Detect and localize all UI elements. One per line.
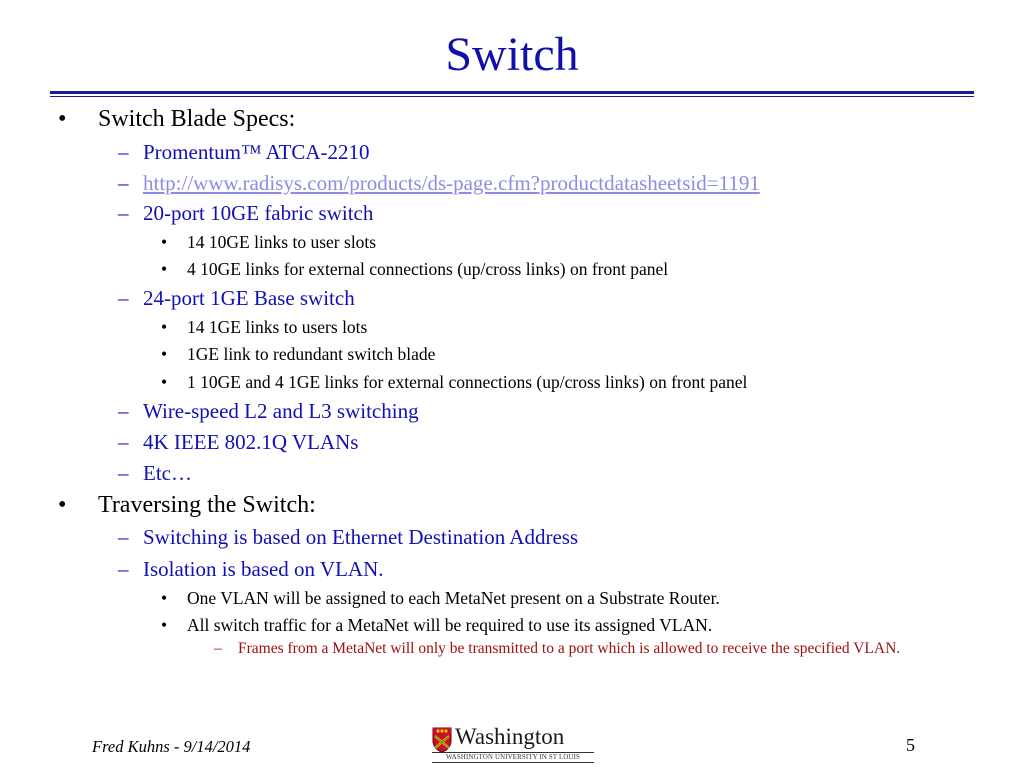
logo-divider xyxy=(432,762,594,763)
bullet-text: 4 10GE links for external connections (up/cross links) on front panel xyxy=(187,259,669,279)
bullet-text: Frames from a MetaNet will only be transmitted to a port which is allowed to receive the specified VLAN. xyxy=(238,640,901,657)
page-number: 5 xyxy=(906,735,915,755)
bullet-text: 1GE link to redundant switch blade xyxy=(187,344,436,364)
university-shield-icon xyxy=(432,727,452,753)
sub-sub-sub-bullet-item xyxy=(0,640,1024,680)
bullet-marker: – xyxy=(118,557,129,581)
bullet-text: 20-port 10GE fabric switch xyxy=(143,201,374,225)
bullet-marker: – xyxy=(118,399,129,423)
bullet-text: One VLAN will be assigned to each MetaNet present on a Substrate Router. xyxy=(187,588,720,608)
bullet-text: 4K IEEE 802.1Q VLANs xyxy=(143,430,359,454)
product-datasheet-link[interactable]: http://www.radisys.com/products/ds-page.cfm?productdatasheetsid=1191 xyxy=(143,171,760,195)
bullet-marker: • xyxy=(161,344,168,364)
logo-wordmark: Washington xyxy=(455,724,565,749)
bullet-text: Isolation is based on VLAN. xyxy=(143,557,384,581)
bullet-marker: – xyxy=(118,525,129,549)
bullet-marker: • xyxy=(161,615,168,635)
bullet-text: 24-port 1GE Base switch xyxy=(143,286,355,310)
bullet-text: Traversing the Switch: xyxy=(98,492,316,518)
bullet-text: 1 10GE and 4 1GE links for external connections (up/cross links) on front panel xyxy=(187,372,748,392)
bullet-marker: – xyxy=(118,201,129,225)
bullet-marker: • xyxy=(161,372,168,392)
bullet-marker: – xyxy=(118,461,129,485)
bullet-marker: – xyxy=(118,140,129,164)
footer-author-date: Fred Kuhns - 9/14/2014 xyxy=(92,737,251,756)
bullet-text: 14 1GE links to users lots xyxy=(187,317,368,337)
bullet-marker: • xyxy=(161,588,168,608)
bullet-marker: • xyxy=(161,232,168,252)
bullet-marker: • xyxy=(161,317,168,337)
bullet-marker: • xyxy=(58,492,67,518)
bullet-text: Etc… xyxy=(143,461,192,485)
bullet-text: 14 10GE links to user slots xyxy=(187,232,377,252)
bullet-marker: • xyxy=(58,106,67,132)
bullet-text: All switch traffic for a MetaNet will be required to use its assigned VLAN. xyxy=(187,615,713,635)
bullet-text: Switch Blade Specs: xyxy=(98,106,296,132)
bullet-marker: – xyxy=(214,640,222,657)
bullet-marker: – xyxy=(118,286,129,310)
bullet-marker: – xyxy=(118,171,129,195)
bullet-marker: • xyxy=(161,259,168,279)
washington-university-logo xyxy=(432,724,594,763)
slide-title: Switch xyxy=(445,28,579,81)
bullet-marker: – xyxy=(118,430,129,454)
bullet-text: Switching is based on Ethernet Destination Address xyxy=(143,525,579,549)
logo-subtitle: WASHINGTON UNIVERSITY IN ST LOUIS xyxy=(445,754,581,761)
bullet-text: Wire-speed L2 and L3 switching xyxy=(143,399,419,423)
bullet-text: Promentum™ ATCA-2210 xyxy=(143,140,370,164)
